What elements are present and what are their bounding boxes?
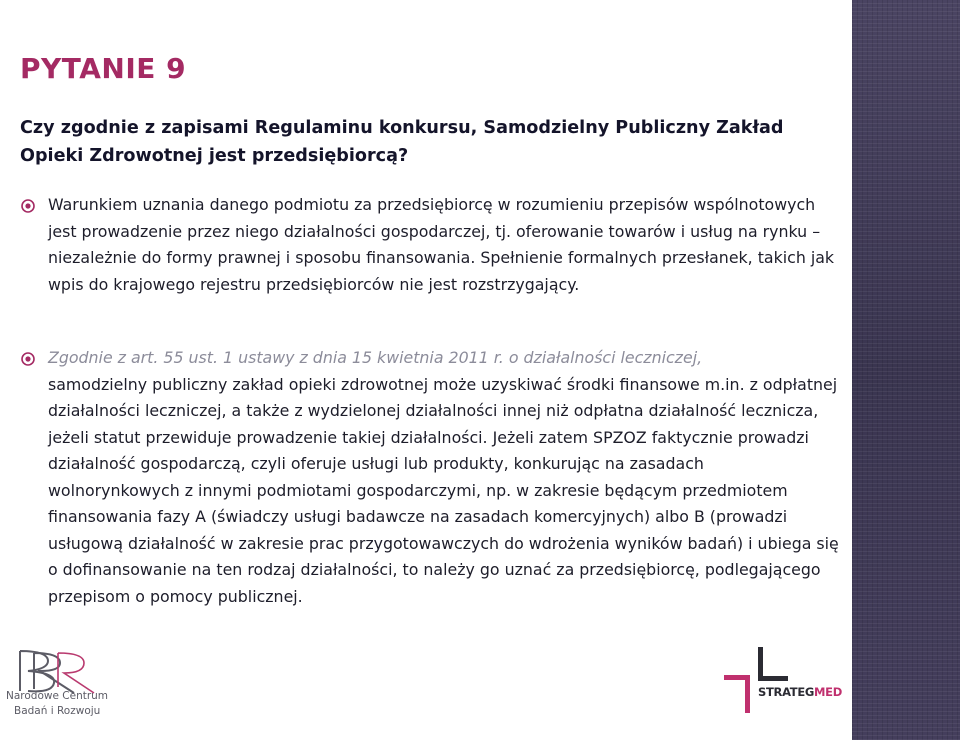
circle-bullet-icon bbox=[20, 198, 36, 214]
question-text: Czy zgodnie z zapisami Regulaminu konkursu, Samodzielny Publiczny Zakład Opieki Zdrowotnej jest przedsiębiorcą? bbox=[20, 118, 784, 166]
bullet-item bbox=[20, 345, 840, 610]
ncbr-logo bbox=[0, 645, 120, 725]
slide-title: PYTANIE 9 bbox=[20, 52, 187, 85]
bullet-text bbox=[48, 345, 840, 610]
strategmed-logo bbox=[722, 645, 842, 725]
strategmed-wordmark bbox=[758, 685, 842, 699]
wordmark-part2: MED bbox=[814, 685, 842, 699]
bullet-text: Warunkiem uznania danego podmiotu za przedsiębiorcę w rozumieniu przepisów wspólnotowych jest prowadzenie przez niego działalności gospodarczej, tj. oferowanie towarów i usług na rynku – niezależnie do formy prawnej i sposobu finansowania. Spełnienie formalnych przesłanek, takich jak wpis do krajowego rejestru przedsiębiorców nie jest rozstrzygający. bbox=[48, 195, 835, 294]
ncbr-name-line2: Badań i Rozwoju bbox=[14, 705, 101, 717]
wordmark-part1: STRATEG bbox=[758, 685, 815, 699]
ncbr-name-line1: Narodowe Centrum bbox=[6, 690, 109, 702]
strategmed-mark-icon bbox=[722, 645, 792, 715]
ncbr-mark-icon bbox=[14, 647, 114, 695]
circle-bullet-icon bbox=[20, 351, 36, 367]
bullet-item bbox=[20, 192, 840, 298]
decorative-sidebar bbox=[852, 0, 960, 740]
bullet-body: samodzielny publiczny zakład opieki zdrowotnej może uzyskiwać środki finansowe m.in. z odpłatnej działalności leczniczej, a także z wydzielonej działalności innej niż odpłatna działalność lecznicza, jeżeli statut przewiduje prowadzenie takiej działalności. Jeżeli zatem SPZOZ faktycznie prowadzi działalność gospodarczą, czyli oferuje usługi lub produkty, konkurując na zasadach wolnorynkowych z innymi podmiotami gospodarczymi, np. w zakresie będącym przedmiotem finansowania fazy A (świadczy usługi badawcze na zasadach komercyjnych) albo B (prowadzi usługową działalność w zakresie prac przygotowawczych do wdrożenia wyników badań) i ubiega się o dofinansowanie na ten rodzaj działalności, to należy go uznać za przedsiębiorcę, podlegającego przepisom o pomocy publicznej. bbox=[48, 374, 839, 606]
legal-citation: Zgodnie z art. 55 ust. 1 ustawy z dnia 15 kwietnia 2011 r. o działalności leczniczej, bbox=[48, 348, 703, 367]
